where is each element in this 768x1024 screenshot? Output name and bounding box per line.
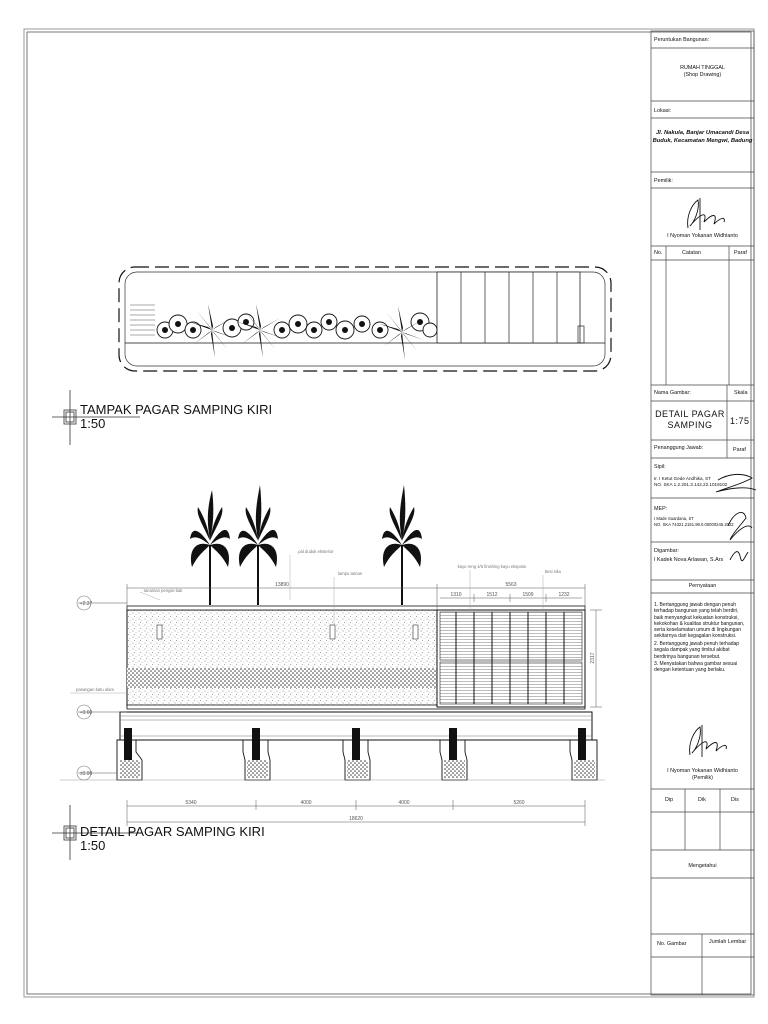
pemilik-sign-name: I Nyoman Yokanan Widhianto (Pemilik) xyxy=(667,768,738,781)
peruntukan-label: Peruntukan Bangunan: xyxy=(654,37,710,43)
mengetahui-label: Mengetahui xyxy=(688,863,717,869)
dim-bottom-0: 5340 xyxy=(185,800,197,806)
dim-bottom-1: 4000 xyxy=(300,800,312,806)
dim-panel-0: 1310 xyxy=(450,592,462,598)
dik-label: Dik xyxy=(698,797,706,803)
dim-bottom-3: 5260 xyxy=(513,800,525,806)
detail-title: DETAIL PAGAR SAMPING KIRI xyxy=(80,824,265,839)
dim-panel-3: 1232 xyxy=(558,592,570,598)
outer-border xyxy=(24,29,754,997)
col-paraf: Paraf xyxy=(734,250,747,256)
lokasi-label: Lokasi: xyxy=(654,108,672,114)
skala-value: 1:75 xyxy=(730,416,750,426)
note-wood: kayu reng 4/6 finishing kayu ekspose xyxy=(457,564,527,569)
title-block xyxy=(651,31,754,995)
dis-label: Dis xyxy=(731,797,739,803)
dim-top-0: 13890 xyxy=(275,582,289,588)
paraf-label: Paraf xyxy=(733,447,746,453)
palm-side-icons xyxy=(190,485,422,605)
level-2: ±0.00 xyxy=(79,771,93,777)
note-steel: besi siku xyxy=(544,569,562,574)
elevation-title: TAMPAK PAGAR SAMPING KIRI xyxy=(80,402,273,417)
penanggung-label: Penanggung Jawab: xyxy=(654,445,704,451)
sipil-value: Ir. I Ketut Gede Andhika, ST NO. SKA 1.2.201.3.142.22.1019102 xyxy=(654,476,728,487)
lokasi-value: Jl. Nakula, Banjar Umacandi Desa Buduk, Kecamatan Mengwi, Badung xyxy=(652,130,753,144)
pernyataan-item-3: 3. Menyatakan bahwa gambar sesuai dengan ketentuan yang berlaku. xyxy=(654,661,738,674)
detail-scale: 1:50 xyxy=(80,838,106,853)
skala-label: Skala xyxy=(734,390,748,396)
note-planter: tanaman pengisi bak xyxy=(143,588,183,593)
note-lamp: lampu taman xyxy=(337,571,363,576)
dim-bottom-2: 4000 xyxy=(398,800,410,806)
level-0: +2.37 xyxy=(79,601,93,607)
note-stone: pasangan batu alam xyxy=(76,687,114,692)
sipil-label: Sipil: xyxy=(654,464,666,470)
jumlah-lembar-label: Jumlah Lembar xyxy=(709,939,747,945)
mep-value: I Made Suardana, ST NO. SKA 74321.2151.99.0.00000245.2022 xyxy=(654,516,734,527)
nama-gambar-label: Nama Gambar: xyxy=(654,390,691,396)
digambar-value: I Kadek Nova Arlawan, S.Ars xyxy=(654,557,724,563)
peruntukan-value: RUMAH TINGGAL (Shop Drawing) xyxy=(680,65,725,78)
dim-panel-1: 1512 xyxy=(486,592,498,598)
col-no: No. xyxy=(654,250,663,256)
pemilik-label: Pemilik: xyxy=(654,178,673,184)
detail-view xyxy=(60,485,605,826)
note-palm: pal duduk eksterior xyxy=(298,549,334,554)
inner-border xyxy=(27,32,751,994)
level-1: +0.60 xyxy=(79,710,93,716)
col-catatan: Catatan xyxy=(682,250,701,256)
dip-label: Dip xyxy=(665,797,674,803)
pernyataan-label: Pernyataan xyxy=(688,583,717,589)
pernyataan-item-1: 1. Bertanggung jawab dengan penuh terhadap bangunan yang telah berdiri, baik menyangkut kekuatan konstruksi, kekokohan & kualitas struktur bangunan, serta keselamatan umum di lingkungan sekitarnya dari kegagalan konstruksi. xyxy=(654,602,745,640)
nama-gambar-value: DETAIL PAGAR SAMPING xyxy=(655,409,725,430)
dim-height: 2317 xyxy=(590,652,596,664)
dim-panel-2: 1509 xyxy=(522,592,534,598)
digambar-label: Digambar: xyxy=(654,548,679,554)
dim-top-1: 5563 xyxy=(505,582,517,588)
elevation-view xyxy=(119,267,611,371)
pemilik-name: I Nyoman Yokanan Widhianto xyxy=(667,233,738,239)
no-gambar-label: No. Gambar xyxy=(657,941,687,947)
pernyataan-item-2: 2. Bertanggung jawab penuh terhadap segala dampak yang timbul akibat berdirinya bangunan tersebut. xyxy=(654,641,740,660)
dim-bottom-total: 18620 xyxy=(349,816,363,822)
mep-label: MEP: xyxy=(654,506,668,512)
elevation-scale: 1:50 xyxy=(80,416,106,431)
